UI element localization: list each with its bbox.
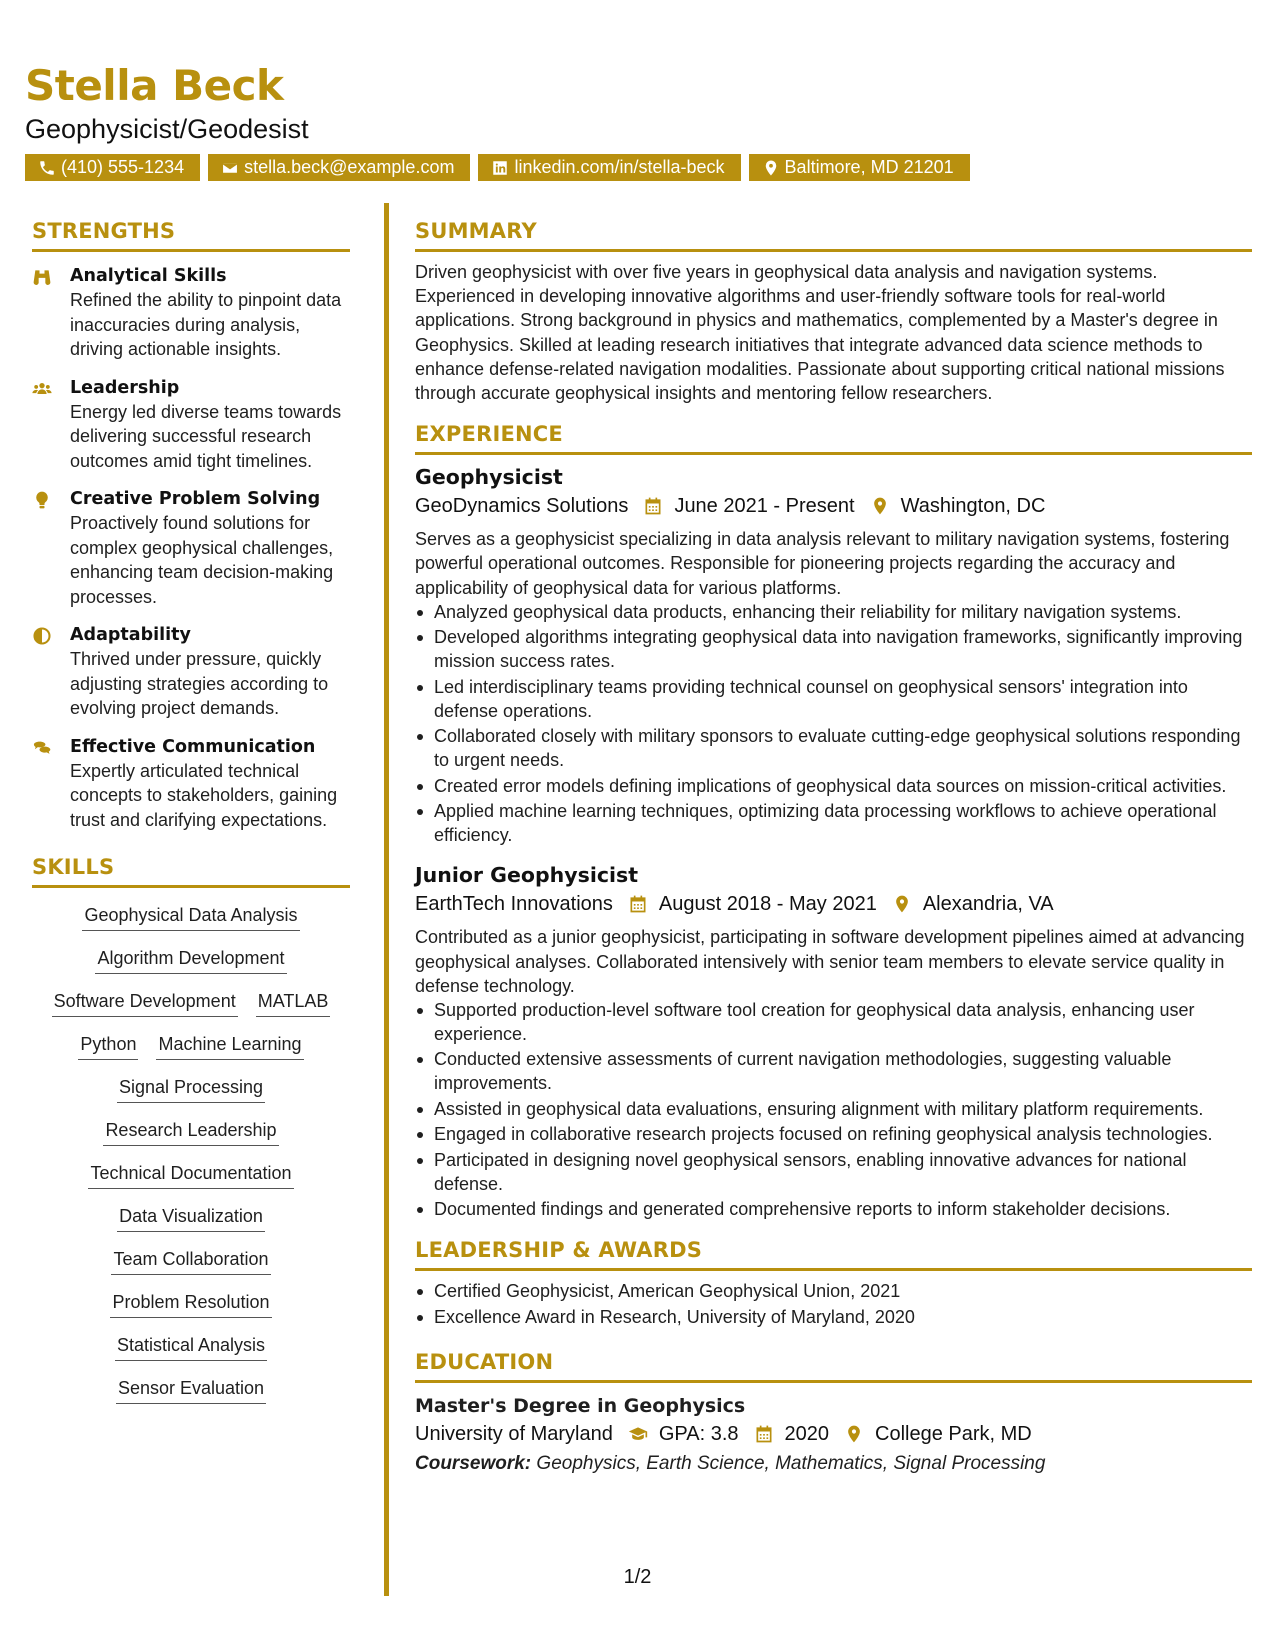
education-heading: EDUCATION bbox=[415, 1349, 554, 1374]
job-meta bbox=[415, 491, 1252, 521]
skill-tag: MATLAB bbox=[256, 988, 331, 1017]
list-item: Participated in designing novel geophysical sensors, enabling innovative advances for national defense. bbox=[415, 1148, 1252, 1196]
awards-list bbox=[415, 1279, 1252, 1329]
list-item: Developed algorithms integrating geophysical data into navigation frameworks, significantly improving mission success rates. bbox=[415, 625, 1252, 673]
strength-name: Leadership bbox=[70, 377, 180, 398]
right-column bbox=[415, 218, 1252, 1479]
graduation-cap-icon bbox=[627, 1423, 649, 1445]
job-entry bbox=[415, 861, 1252, 1221]
job-location: Washington, DC bbox=[900, 495, 1046, 518]
candidate-name: Stella Beck bbox=[25, 61, 284, 110]
section-rule bbox=[415, 452, 1252, 455]
strength-desc: Expertly articulated technical concepts to stakeholders, gaining trust and clarifying expectations. bbox=[70, 760, 338, 830]
coursework bbox=[415, 1449, 1252, 1479]
strength-desc: Thrived under pressure, quickly adjusting strategies according to evolving project demands. bbox=[70, 649, 329, 718]
list-item: Analyzed geophysical data products, enhancing their reliability for military navigation systems. bbox=[415, 600, 1252, 624]
education-meta bbox=[415, 1419, 1252, 1449]
job-title: Geophysicist bbox=[415, 465, 563, 490]
section-rule bbox=[32, 249, 350, 252]
map-pin-icon bbox=[891, 893, 913, 915]
section-rule bbox=[415, 249, 1252, 252]
degree-name: Master's Degree in Geophysics bbox=[415, 1394, 746, 1417]
contact-bar bbox=[25, 154, 1250, 181]
list-item: Applied machine learning techniques, optimizing data processing workflows to achieve operational efficiency. bbox=[415, 799, 1252, 847]
skill-tag: Technical Documentation bbox=[88, 1160, 293, 1189]
list-item: Assisted in geophysical data evaluations, ensuring alignment with military platform requirements. bbox=[415, 1097, 1252, 1121]
skills-list bbox=[32, 902, 350, 1418]
page-number: 1/2 bbox=[623, 1566, 652, 1588]
list-item: Engaged in collaborative research projects focused on refining geophysical analysis technologies. bbox=[415, 1122, 1252, 1146]
skills-section bbox=[32, 854, 350, 1418]
job-bullets bbox=[415, 998, 1252, 1222]
calendar-icon bbox=[753, 1423, 775, 1445]
strength-item bbox=[32, 623, 350, 721]
graduation-year: 2020 bbox=[784, 1422, 830, 1445]
list-item: Created error models defining implications of geophysical data sources on mission-critical activities. bbox=[415, 774, 1252, 798]
strength-item bbox=[32, 376, 350, 474]
coursework-list: Geophysics, Earth Science, Mathematics, Signal Processing bbox=[536, 1452, 1046, 1474]
contact-phone[interactable] bbox=[25, 154, 200, 181]
job-entry bbox=[415, 463, 1252, 847]
comments-icon bbox=[32, 735, 70, 833]
contact-email[interactable] bbox=[208, 154, 470, 181]
strength-name: Analytical Skills bbox=[70, 266, 227, 286]
strength-desc: Proactively found solutions for complex geophysical challenges, enhancing team decision-making processes. bbox=[70, 513, 334, 607]
map-pin-icon bbox=[869, 495, 891, 517]
candidate-title: Geophysicist/Geodesist bbox=[25, 114, 309, 144]
awards-section bbox=[415, 1237, 1252, 1329]
skill-tag: Signal Processing bbox=[117, 1074, 265, 1103]
job-company: GeoDynamics Solutions bbox=[415, 495, 629, 518]
gpa: GPA: 3.8 bbox=[658, 1422, 739, 1445]
map-pin-icon bbox=[761, 158, 781, 178]
section-rule bbox=[32, 885, 350, 888]
strength-desc: Energy led diverse teams towards delivering successful research outcomes amid tight timelines. bbox=[70, 401, 342, 471]
contact-text: stella.beck@example.com bbox=[244, 157, 455, 177]
school-name: University of Maryland bbox=[415, 1422, 613, 1445]
job-dates: June 2021 - Present bbox=[674, 495, 855, 518]
education-section bbox=[415, 1349, 1252, 1479]
job-dates: August 2018 - May 2021 bbox=[658, 893, 877, 916]
coursework-label: Coursework: bbox=[415, 1452, 532, 1474]
list-item: Conducted extensive assessments of current navigation methodologies, suggesting valuable improvements. bbox=[415, 1047, 1252, 1095]
contact-location bbox=[749, 154, 970, 181]
list-item: Supported production-level software tool creation for geophysical data analysis, enhancing user experience. bbox=[415, 998, 1252, 1046]
list-item: Collaborated closely with military sponsors to evaluate cutting-edge geophysical solutions responding to urgent needs. bbox=[415, 724, 1252, 772]
skill-tag: Sensor Evaluation bbox=[116, 1375, 266, 1404]
summary-section bbox=[415, 218, 1252, 405]
summary-heading: SUMMARY bbox=[415, 219, 537, 243]
strength-name: Effective Communication bbox=[70, 736, 316, 757]
skill-tag: Algorithm Development bbox=[95, 945, 286, 974]
job-bullets bbox=[415, 600, 1252, 848]
skill-tag: Geophysical Data Analysis bbox=[82, 902, 299, 931]
summary-text: Driven geophysicist with over five years in geophysical data analysis and navigation systems. Experienced in developing innovative algorithms and user-friendly software tools for real-world applications. Strong background in physics and mathematics, complemented by a Master's degree in Geophysics. Skilled at leading research initiatives that integrate advanced data science methods to enhance defense-related navigation modalities. Passionate about supporting critical national missions through accurate geophysical insights and mentoring fellow researchers. bbox=[415, 262, 1225, 404]
contact-text: Baltimore, MD 21201 bbox=[784, 157, 954, 177]
map-pin-icon bbox=[843, 1423, 865, 1445]
envelope-icon bbox=[220, 158, 240, 178]
skill-tag: Problem Resolution bbox=[110, 1289, 271, 1318]
experience-section bbox=[415, 421, 1252, 1221]
skill-tag: Team Collaboration bbox=[111, 1246, 270, 1275]
calendar-icon bbox=[642, 495, 664, 517]
strengths-section bbox=[32, 218, 350, 832]
binoculars-icon bbox=[32, 264, 70, 362]
job-title: Junior Geophysicist bbox=[415, 863, 639, 888]
job-meta bbox=[415, 889, 1252, 919]
job-company: EarthTech Innovations bbox=[415, 893, 613, 916]
list-item: Certified Geophysicist, American Geophysical Union, 2021 bbox=[415, 1279, 1252, 1303]
calendar-icon bbox=[627, 893, 649, 915]
half-circle-icon bbox=[32, 623, 70, 721]
strength-name: Adaptability bbox=[70, 625, 191, 645]
job-description: Contributed as a junior geophysicist, participating in software development pipelines aimed at advancing geophysical analyses. Collaborated intensively with senior team members to elevate service quality in defense technology. bbox=[415, 927, 1245, 996]
contact-text: (410) 555-1234 bbox=[61, 157, 185, 177]
strength-item bbox=[32, 735, 350, 833]
skills-heading: SKILLS bbox=[32, 855, 115, 879]
experience-heading: EXPERIENCE bbox=[415, 422, 563, 447]
list-item: Documented findings and generated comprehensive reports to inform stakeholder decisions. bbox=[415, 1197, 1252, 1221]
list-item: Led interdisciplinary teams providing technical counsel on geophysical sensors' integration into defense operations. bbox=[415, 675, 1252, 723]
strength-item bbox=[32, 264, 350, 362]
awards-heading: LEADERSHIP & AWARDS bbox=[415, 1238, 703, 1263]
phone-icon bbox=[37, 158, 57, 178]
users-icon bbox=[32, 376, 70, 474]
job-location: Alexandria, VA bbox=[922, 893, 1054, 916]
skill-tag: Research Leadership bbox=[103, 1117, 278, 1146]
strengths-heading: STRENGTHS bbox=[32, 219, 176, 243]
contact-linkedin[interactable] bbox=[478, 154, 740, 181]
column-divider bbox=[384, 203, 389, 1596]
skill-tag: Statistical Analysis bbox=[115, 1332, 267, 1361]
contact-text: linkedin.com/in/stella-beck bbox=[514, 157, 725, 177]
resume-header bbox=[25, 62, 1250, 181]
school-location: College Park, MD bbox=[875, 1422, 1032, 1445]
skill-tag: Machine Learning bbox=[156, 1031, 303, 1060]
skill-tag: Data Visualization bbox=[117, 1203, 265, 1232]
list-item: Excellence Award in Research, University of Maryland, 2020 bbox=[415, 1305, 1252, 1329]
section-rule bbox=[415, 1268, 1252, 1271]
strength-name: Creative Problem Solving bbox=[70, 489, 321, 509]
section-rule bbox=[415, 1380, 1252, 1383]
linkedin-icon bbox=[490, 158, 510, 178]
left-column bbox=[32, 218, 350, 1418]
strength-item bbox=[32, 487, 350, 609]
strength-desc: Refined the ability to pinpoint data inaccuracies during analysis, driving actionable insights. bbox=[70, 290, 342, 359]
job-description: Serves as a geophysicist specializing in data analysis relevant to military navigation systems, fostering powerful operational outcomes. Responsible for pioneering projects regarding the accuracy and applicability of geophysical data for various platforms. bbox=[415, 529, 1230, 598]
skill-tag: Python bbox=[78, 1031, 138, 1060]
lightbulb-icon bbox=[32, 487, 70, 609]
skill-tag: Software Development bbox=[52, 988, 238, 1017]
